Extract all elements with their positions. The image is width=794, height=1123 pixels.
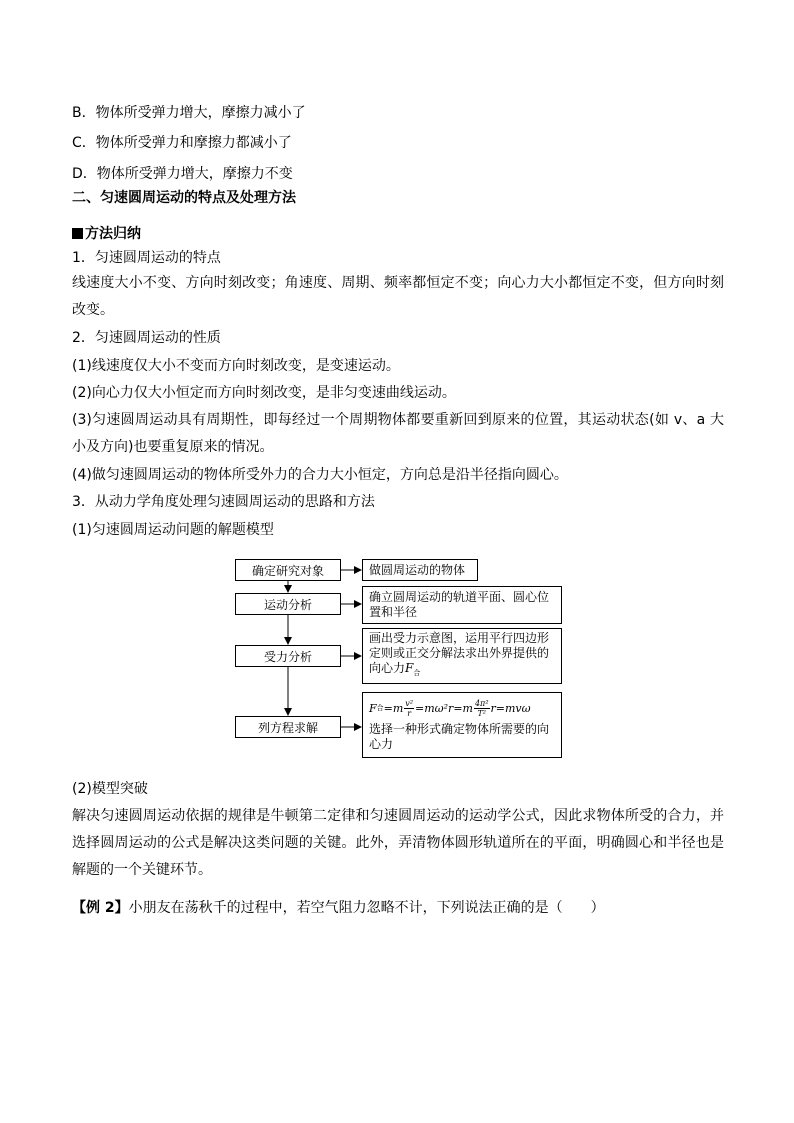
item2-point-2: (2)向心力仅大小恒定而方向时刻改变，是非匀变速曲线运动。 <box>72 385 456 401</box>
item3-heading: 3．从动力学角度处理匀速圆周运动的思路和方法 <box>72 494 375 510</box>
option-letter: B <box>72 105 82 121</box>
formula-part-3: r=mvω <box>490 701 531 715</box>
item3-sub2: (2)模型突破 <box>72 781 148 797</box>
force-symbol-sub: 合 <box>413 669 421 677</box>
fraction-2 <box>474 699 490 718</box>
formula-lhs: F <box>369 701 377 715</box>
item2-point-3: (3)匀速圆周运动具有周期性，即每经过一个周期物体都要重新回到原来的位置，其运动状态(如 v、a 大小及方向)也要重复原来的情况。 <box>72 412 724 455</box>
flow-step-3-label: 受力分析 <box>263 649 312 664</box>
flow-detail-3-wrap <box>369 631 555 681</box>
flow-step-4-box <box>235 716 341 738</box>
flow-step-2-box <box>235 593 341 615</box>
force-symbol: F <box>405 661 414 675</box>
fraction-2-den: T² <box>477 708 487 718</box>
item2-heading: 2．匀速圆周运动的性质 <box>72 330 221 346</box>
formula-part-2: =mω²r=m <box>415 701 473 715</box>
item3-sub2-text: 解决匀速圆周运动依据的规律是牛顿第二定律和匀速圆周运动的运动学公式，因此求物体所受的合力，并选择圆周运动的公式是解决这类问题的关键。此外，弄清物体圆形轨道所在的平面，明确圆心和半径也是解题的一个关键环节。 <box>72 808 724 878</box>
formula-part-1: =m <box>383 701 404 715</box>
fraction-1-den: r <box>407 708 412 718</box>
flow-detail-2-text: 确立圆周运动的轨道平面、圆心位置和半径 <box>369 590 550 619</box>
item2-point-4: (4)做匀速圆周运动的物体所受外力的合力大小恒定，方向总是沿半径指向圆心。 <box>72 467 568 483</box>
flow-detail-3-text: 画出受力示意图，运用平行四边形定则或正交分解法求出外界提供的向心力 <box>369 631 550 675</box>
flow-detail-2-box <box>362 586 562 624</box>
option-text: ．物体所受弹力增大，摩擦力减小了 <box>81 105 306 121</box>
flow-step-2-label: 运动分析 <box>263 597 312 612</box>
flow-step-4-label: 列方程求解 <box>257 720 318 735</box>
flow-step-3-box <box>235 645 341 667</box>
item2-point-1: (1)线速度仅大小不变而方向时刻改变，是变速运动。 <box>72 358 400 374</box>
option-letter: C <box>72 135 82 151</box>
fraction-2-num: 4π² <box>474 698 489 708</box>
example-text: 小朋友在荡秋千的过程中，若空气阻力忽略不计，下列说法正确的是（ ） <box>128 900 605 916</box>
flow-detail-4-text: 选择一种形式确定物体所需要的向心力 <box>369 722 550 751</box>
formula-lhs-sub: 合 <box>376 703 384 712</box>
example-2 <box>72 898 605 918</box>
section-title: 二、匀速圆周运动的特点及处理方法 <box>72 190 296 206</box>
flow-detail-4-box <box>362 692 562 758</box>
item1-text: 线速度大小不变、方向时刻改变；角速度、周期、频率都恒定不变；向心力大小都恒定不变，但方向时刻改变。 <box>72 275 724 318</box>
centripetal-formula <box>369 696 555 720</box>
flow-detail-1-text: 做圆周运动的物体 <box>369 562 466 577</box>
option-text: ．物体所受弹力和摩擦力都减小了 <box>81 135 292 151</box>
option-letter: D <box>72 166 83 182</box>
example-label: 【例 2】 <box>72 900 129 916</box>
item3-sub1: (1)匀速圆周运动问题的解题模型 <box>72 522 274 538</box>
flow-step-1-label: 确定研究对象 <box>251 563 324 578</box>
flow-step-1-box <box>235 559 341 581</box>
option-text: ．物体所受弹力增大，摩擦力不变 <box>82 166 293 182</box>
flow-detail-1-box <box>362 559 478 581</box>
method-heading-text: 方法归纳 <box>85 226 141 242</box>
flow-detail-3-box <box>362 628 562 684</box>
fraction-1-num: v² <box>405 698 414 708</box>
fraction-1 <box>404 699 414 718</box>
item1-heading: 1．匀速圆周运动的特点 <box>72 250 221 266</box>
